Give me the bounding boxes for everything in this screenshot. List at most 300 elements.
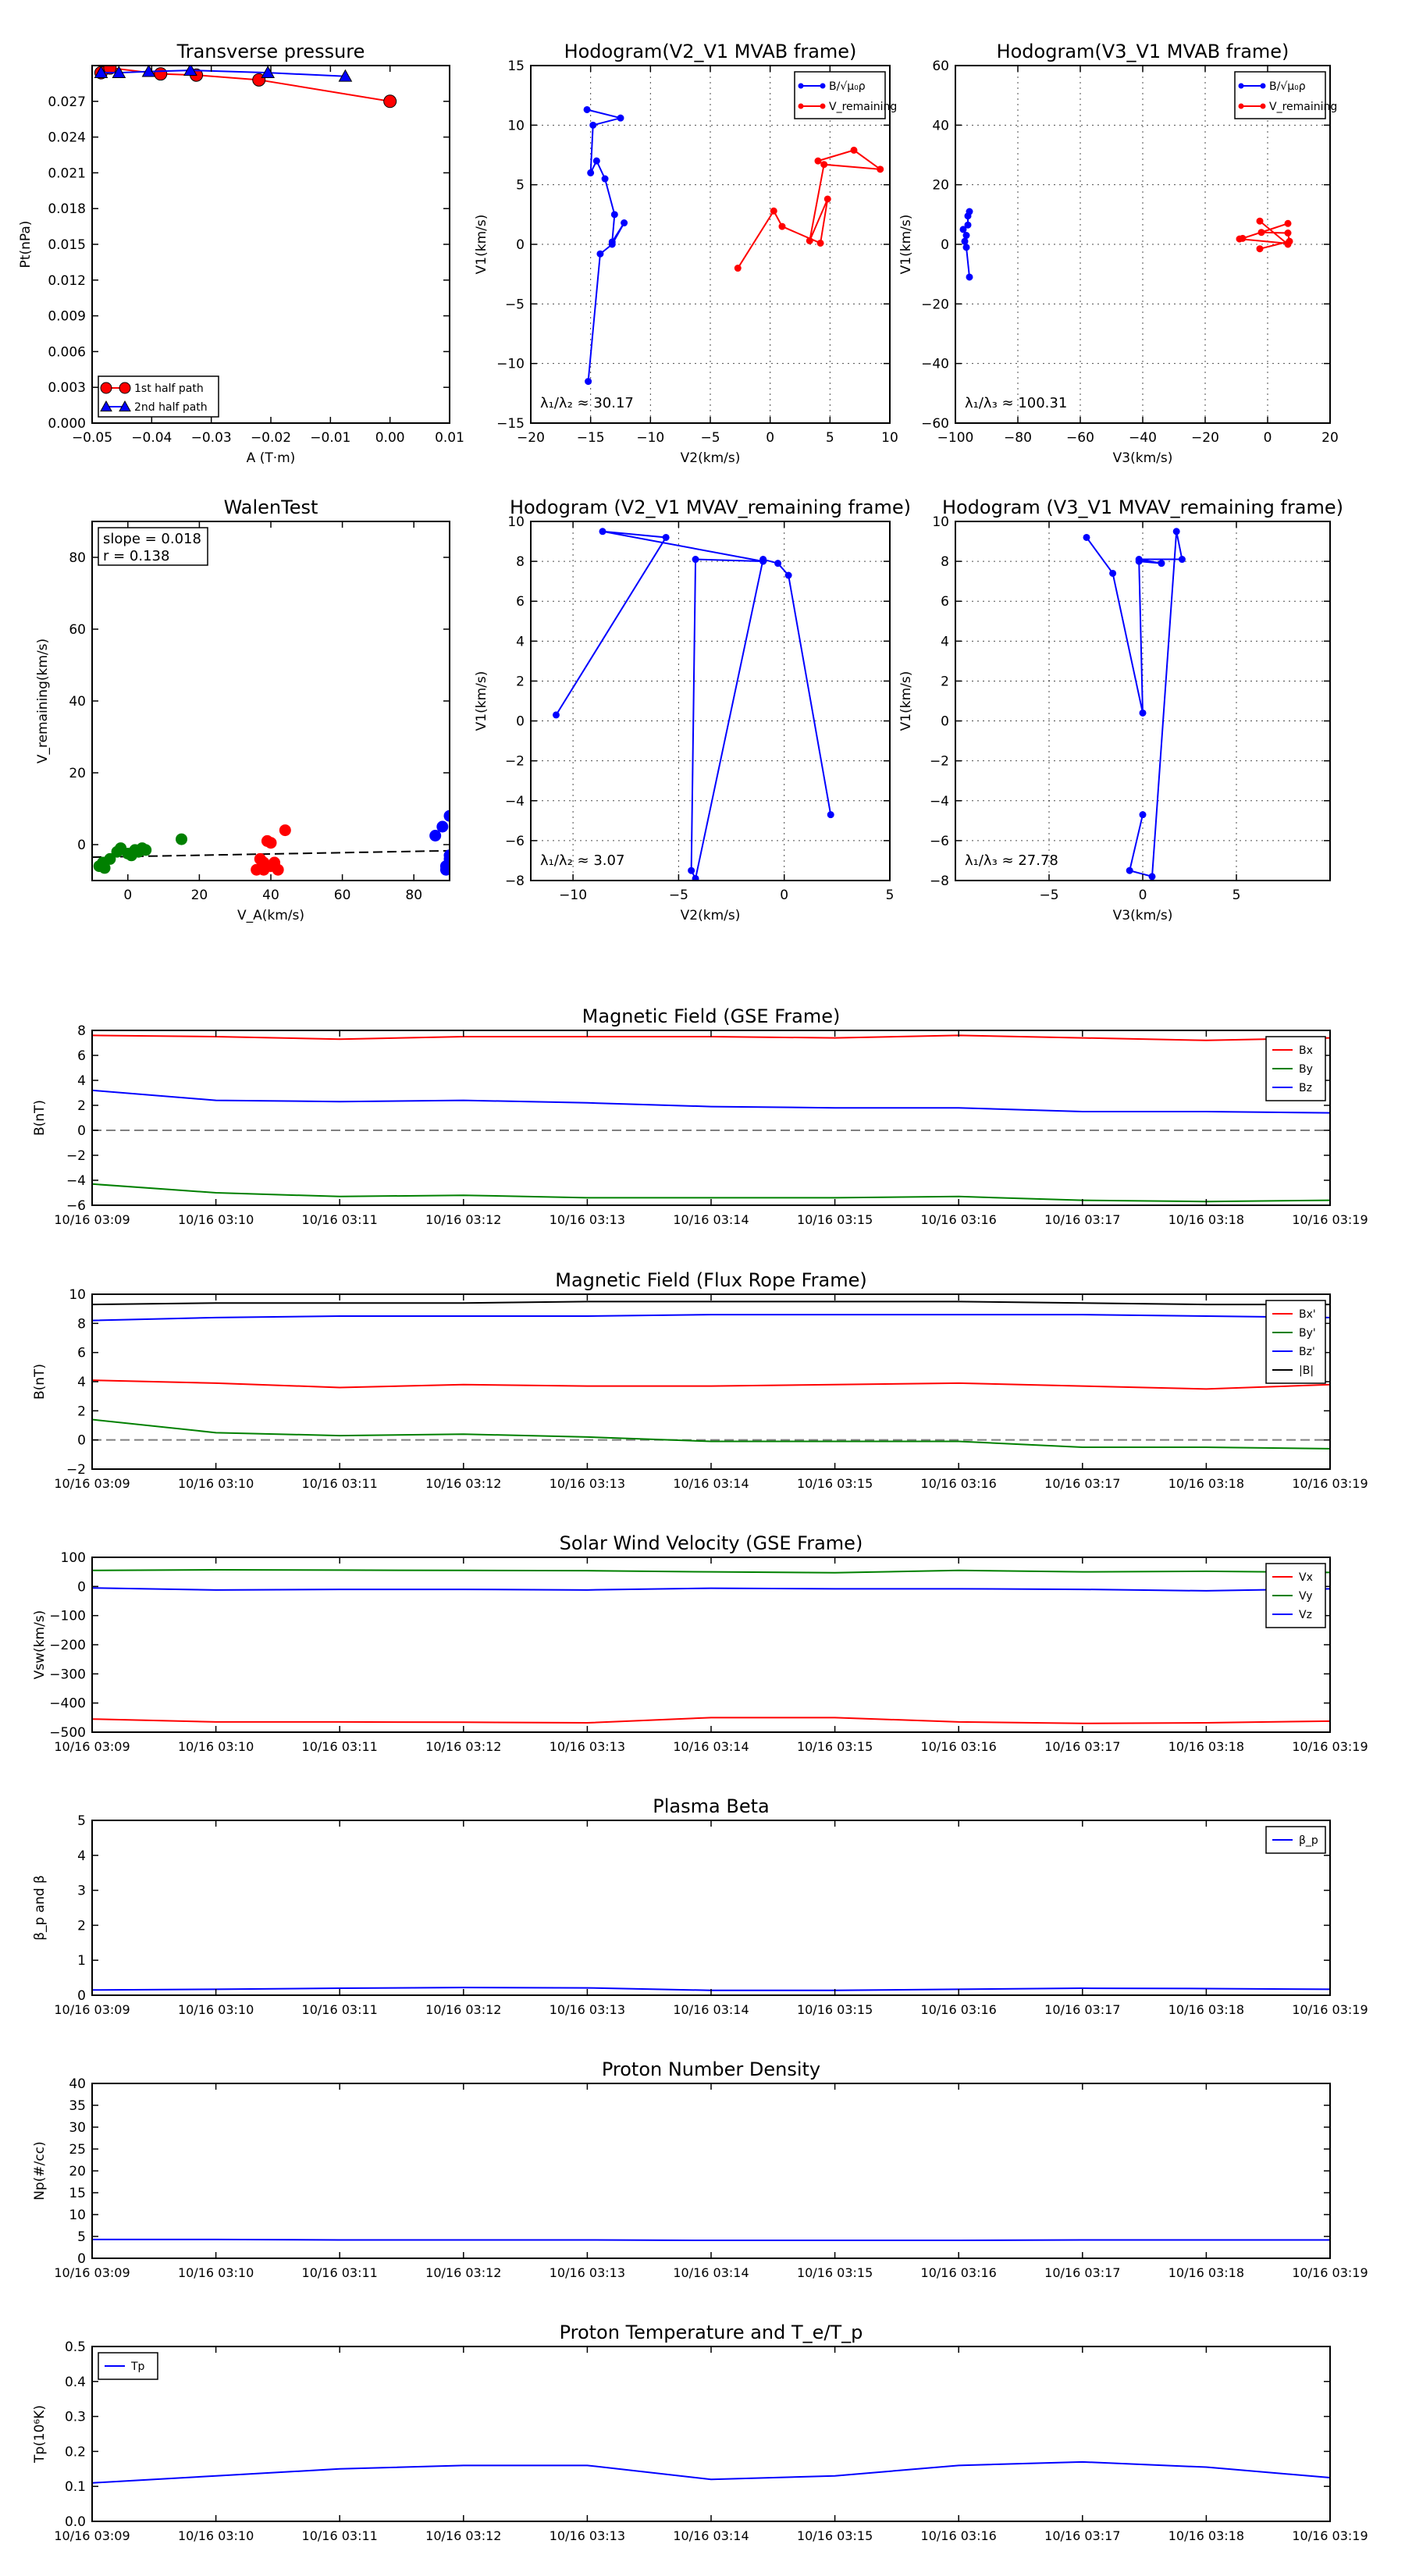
series-line-0	[556, 532, 831, 879]
data-point	[824, 196, 831, 202]
y-tick-label: 0.027	[48, 94, 86, 110]
axes-frame	[92, 2347, 1330, 2521]
solar_wind_velocity-panel	[32, 1532, 1368, 1754]
y-tick-label: −15	[496, 416, 525, 432]
y-tick-label: 0	[516, 713, 525, 730]
time-tick-label: 10/16 03:14	[673, 2265, 749, 2280]
series-line-Tp	[92, 2462, 1330, 2483]
y-tick-label: −2	[504, 753, 525, 770]
legend-label: Vy	[1299, 1590, 1313, 1603]
y-tick-label: 0.009	[48, 308, 86, 325]
time-tick-label: 10/16 03:16	[920, 2528, 997, 2543]
legend-marker	[1239, 84, 1244, 89]
series-line-1	[1240, 221, 1289, 248]
legend-label: V_remaining	[829, 101, 898, 113]
proton_density-title: Proton Number Density	[601, 2058, 821, 2080]
proton_temperature-panel	[32, 2322, 1368, 2543]
time-tick-label: 10/16 03:16	[920, 1212, 997, 1227]
y-axis-label: V1(km/s)	[474, 671, 489, 731]
y-tick-label: 0	[516, 237, 525, 253]
data-point	[1140, 812, 1146, 818]
x-tick-label: −10	[636, 430, 665, 446]
data-point	[611, 212, 617, 218]
data-point	[963, 233, 969, 239]
y-tick-label: −2	[66, 1148, 86, 1164]
y-tick-label: 40	[69, 694, 86, 710]
y-tick-label: 20	[932, 177, 949, 194]
mag_field_flux_rope-title: Magnetic Field (Flux Rope Frame)	[555, 1269, 867, 1291]
x-tick-label: 0.00	[375, 430, 405, 446]
y-tick-label: −20	[921, 297, 949, 313]
time-tick-label: 10/16 03:19	[1292, 2528, 1368, 2543]
time-tick-label: 10/16 03:19	[1292, 2265, 1368, 2280]
legend-label: B/√μ₀ρ	[1269, 80, 1306, 93]
time-tick-label: 10/16 03:09	[54, 1212, 130, 1227]
x-tick-label: −0.04	[131, 430, 173, 446]
hodogram_v3v1_mvab-title: Hodogram(V3_V1 MVAB frame)	[996, 41, 1289, 62]
data-point	[663, 534, 669, 540]
series-line-By	[92, 1184, 1330, 1201]
y-tick-label: 6	[77, 1048, 86, 1064]
time-tick-label: 10/16 03:12	[425, 2528, 502, 2543]
legend-marker	[820, 84, 826, 89]
time-tick-label: 10/16 03:15	[796, 1212, 873, 1227]
time-tick-label: 10/16 03:13	[549, 1212, 626, 1227]
y-axis-label: Np(#/cc)	[32, 2141, 48, 2201]
y-tick-label: 0.003	[48, 380, 86, 397]
time-tick-label: 10/16 03:11	[301, 1739, 378, 1754]
time-tick-label: 10/16 03:13	[549, 2265, 626, 2280]
data-point	[1158, 560, 1165, 567]
time-tick-label: 10/16 03:11	[301, 2265, 378, 2280]
walen_test-panel	[35, 496, 462, 923]
time-tick-label: 10/16 03:14	[673, 2528, 749, 2543]
time-tick-label: 10/16 03:18	[1168, 1212, 1245, 1227]
legend-label: B/√μ₀ρ	[829, 80, 866, 93]
data-point	[1258, 229, 1264, 236]
legend-marker	[119, 382, 130, 393]
eigenvalue-ratio: λ₁/λ₂ ≈ 30.17	[540, 395, 634, 411]
time-tick-label: 10/16 03:12	[425, 2265, 502, 2280]
y-tick-label: −40	[921, 356, 949, 372]
axes-frame	[92, 2083, 1330, 2258]
axes-frame	[92, 66, 450, 423]
hodogram_v3v1_mvav-title: Hodogram (V3_V1 MVAV_remaining frame)	[941, 496, 1344, 518]
time-tick-label: 10/16 03:17	[1044, 1739, 1121, 1754]
data-point	[279, 825, 290, 836]
y-tick-label: 4	[77, 1848, 86, 1864]
mag_field_flux_rope-panel	[32, 1269, 1368, 1491]
data-point	[140, 845, 151, 856]
y-tick-label: 2	[77, 1918, 86, 1934]
y-tick-label: 0.012	[48, 272, 86, 289]
data-point	[827, 812, 834, 818]
x-tick-label: −5	[700, 430, 720, 446]
y-axis-label: Tp(10⁶K)	[32, 2404, 48, 2464]
time-tick-label: 10/16 03:15	[796, 1476, 873, 1491]
time-tick-label: 10/16 03:10	[177, 2265, 254, 2280]
y-tick-label: −100	[49, 1608, 86, 1624]
data-point	[966, 274, 973, 280]
y-tick-label: −500	[49, 1725, 86, 1741]
y-tick-label: 4	[77, 1073, 86, 1089]
legend-label: By'	[1299, 1327, 1316, 1340]
time-tick-label: 10/16 03:09	[54, 2528, 130, 2543]
legend-label: 1st half path	[134, 382, 204, 395]
data-point	[272, 864, 283, 875]
time-tick-label: 10/16 03:10	[177, 2528, 254, 2543]
time-tick-label: 10/16 03:17	[1044, 1212, 1121, 1227]
x-tick-label: −15	[576, 430, 605, 446]
y-tick-label: 0.3	[64, 2409, 86, 2425]
data-point	[155, 68, 167, 80]
y-tick-label: 35	[69, 2098, 86, 2114]
time-tick-label: 10/16 03:13	[549, 2002, 626, 2017]
y-tick-label: 0.021	[48, 165, 86, 182]
axes-frame	[92, 1294, 1330, 1469]
x-tick-label: 60	[333, 888, 351, 903]
x-tick-label: 40	[262, 888, 279, 903]
data-point	[779, 223, 785, 229]
y-tick-label: 0	[941, 713, 949, 730]
proton_temperature-title: Proton Temperature and T_e/T_p	[559, 2322, 863, 2343]
legend-marker	[799, 84, 804, 89]
x-axis-label: V3(km/s)	[1112, 450, 1173, 466]
y-tick-label: 8	[77, 1023, 86, 1039]
data-point	[821, 162, 827, 168]
legend-label: By	[1299, 1063, 1313, 1076]
data-point	[1179, 557, 1185, 563]
y-tick-label: 80	[69, 550, 86, 566]
y-tick-label: 40	[932, 118, 949, 134]
y-axis-label: β_p and β	[32, 1875, 48, 1941]
y-tick-label: 0.015	[48, 237, 86, 253]
y-tick-label: −6	[504, 833, 525, 849]
axes-frame	[92, 1820, 1330, 1995]
proton_density-panel	[32, 2058, 1368, 2280]
time-tick-label: 10/16 03:12	[425, 1476, 502, 1491]
x-axis-label: V2(km/s)	[680, 908, 741, 923]
y-tick-label: 10	[69, 2208, 86, 2223]
y-tick-label: 6	[77, 1345, 86, 1361]
y-tick-label: 0.4	[64, 2374, 86, 2390]
hodogram_v2v1_mvab-title: Hodogram(V2_V1 MVAB frame)	[564, 41, 857, 62]
data-point	[806, 237, 813, 244]
y-tick-label: 8	[941, 554, 949, 571]
data-point	[692, 557, 699, 563]
y-tick-label: 0.018	[48, 201, 86, 218]
data-point	[963, 244, 969, 251]
eigenvalue-ratio: λ₁/λ₃ ≈ 100.31	[965, 395, 1068, 411]
y-tick-label: 0.0	[64, 2514, 86, 2530]
time-tick-label: 10/16 03:09	[54, 2002, 130, 2017]
legend-marker	[1261, 104, 1266, 109]
series-line-Vz	[92, 1588, 1330, 1591]
y-tick-label: 5	[77, 2229, 86, 2245]
hodogram_v2v1_mvab-data	[584, 106, 884, 384]
hodogram_v2v1_mvav-data	[553, 528, 834, 882]
y-tick-label: 20	[69, 766, 86, 781]
time-tick-label: 10/16 03:15	[796, 1739, 873, 1754]
x-tick-label: 0	[1263, 430, 1272, 446]
y-tick-label: 30	[69, 2120, 86, 2136]
axes-frame	[531, 521, 890, 881]
y-tick-label: 4	[516, 634, 525, 650]
x-tick-label: 0	[1138, 888, 1147, 903]
data-point	[602, 176, 608, 182]
data-point	[384, 95, 397, 108]
series-line-Vy	[92, 1570, 1330, 1573]
eigenvalue-ratio: λ₁/λ₃ ≈ 27.78	[965, 852, 1058, 869]
data-point	[1285, 241, 1291, 247]
y-tick-label: 20	[69, 2164, 86, 2179]
hodogram_v3v1_mvab-panel	[898, 41, 1339, 466]
axes-frame	[92, 1557, 1330, 1732]
solar_wind_velocity-title: Solar Wind Velocity (GSE Frame)	[559, 1532, 863, 1554]
data-point	[593, 158, 599, 164]
y-tick-label: −400	[49, 1695, 86, 1712]
time-tick-label: 10/16 03:12	[425, 2002, 502, 2017]
y-tick-label: 10	[932, 514, 949, 530]
x-tick-label: 0	[766, 430, 775, 446]
y-tick-label: 0	[77, 1579, 86, 1596]
time-tick-label: 10/16 03:16	[920, 1739, 997, 1754]
hodogram_v3v1_mvav-data	[1083, 528, 1185, 880]
data-point	[585, 379, 592, 385]
time-tick-label: 10/16 03:19	[1292, 1476, 1368, 1491]
data-point	[588, 169, 594, 176]
y-tick-label: 0	[941, 237, 949, 253]
hodogram_v2v1_mvav-panel	[474, 496, 911, 923]
y-tick-label: 5	[516, 177, 525, 194]
time-tick-label: 10/16 03:09	[54, 1476, 130, 1491]
y-tick-label: 4	[77, 1375, 86, 1390]
walen_test-title: WalenTest	[223, 496, 318, 518]
x-tick-label: 0	[123, 888, 133, 903]
x-tick-label: −0.03	[190, 430, 232, 446]
y-tick-label: 10	[507, 118, 525, 134]
time-tick-label: 10/16 03:13	[549, 1476, 626, 1491]
r-text: r = 0.138	[103, 548, 170, 564]
y-tick-label: 1	[77, 1953, 86, 1969]
x-tick-label: 5	[1232, 888, 1241, 903]
y-axis-label: V1(km/s)	[474, 214, 489, 275]
time-tick-label: 10/16 03:16	[920, 2002, 997, 2017]
y-tick-label: 6	[941, 594, 949, 610]
time-tick-label: 10/16 03:18	[1168, 1476, 1245, 1491]
y-axis-label: V1(km/s)	[898, 214, 914, 275]
y-tick-label: 6	[516, 594, 525, 610]
data-point	[1257, 218, 1263, 224]
x-tick-label: −80	[1004, 430, 1032, 446]
data-point	[590, 122, 596, 128]
y-axis-label: B(nT)	[32, 1363, 48, 1400]
legend-label: V_remaining	[1269, 101, 1338, 113]
time-tick-label: 10/16 03:12	[425, 1212, 502, 1227]
time-tick-label: 10/16 03:18	[1168, 2002, 1245, 2017]
data-point	[851, 147, 857, 153]
x-tick-label: −60	[1066, 430, 1094, 446]
data-point	[965, 222, 971, 228]
hodogram_v2v1_mvav-title: Hodogram (V2_V1 MVAV_remaining frame)	[509, 496, 912, 518]
x-tick-label: −20	[1191, 430, 1219, 446]
x-tick-label: −100	[937, 430, 974, 446]
x-axis-label: V3(km/s)	[1112, 908, 1173, 923]
mag_field_gse-panel	[32, 1005, 1368, 1227]
time-tick-label: 10/16 03:11	[301, 1476, 378, 1491]
time-tick-label: 10/16 03:14	[673, 1476, 749, 1491]
hodogram_v3v1_mvav-panel	[898, 496, 1343, 923]
legend-label: Vx	[1299, 1571, 1313, 1584]
mag_field_gse-title: Magnetic Field (GSE Frame)	[582, 1005, 841, 1027]
time-tick-label: 10/16 03:17	[1044, 2002, 1121, 2017]
data-point	[688, 867, 695, 873]
time-tick-label: 10/16 03:11	[301, 2528, 378, 2543]
time-tick-label: 10/16 03:10	[177, 2002, 254, 2017]
data-point	[760, 557, 767, 563]
data-point	[1140, 710, 1146, 716]
x-tick-label: −5	[1039, 888, 1059, 903]
series-line-0	[587, 109, 624, 381]
data-point	[877, 166, 884, 173]
time-tick-label: 10/16 03:18	[1168, 2528, 1245, 2543]
x-tick-label: −10	[559, 888, 588, 903]
y-tick-label: 15	[69, 2186, 86, 2201]
y-tick-label: −5	[504, 297, 525, 313]
y-tick-label: 8	[77, 1316, 86, 1332]
time-tick-label: 10/16 03:17	[1044, 1476, 1121, 1491]
data-point	[1136, 558, 1142, 564]
series-line-Bz	[92, 1091, 1330, 1113]
y-tick-label: 0.006	[48, 344, 86, 361]
data-point	[962, 238, 968, 244]
time-tick-label: 10/16 03:18	[1168, 1739, 1245, 1754]
data-point	[451, 857, 462, 868]
time-tick-label: 10/16 03:16	[920, 1476, 997, 1491]
legend-label: 2nd half path	[134, 401, 208, 414]
time-tick-label: 10/16 03:10	[177, 1739, 254, 1754]
y-tick-label: −300	[49, 1667, 86, 1683]
data-point	[785, 572, 791, 578]
data-point	[258, 864, 269, 875]
legend-marker	[799, 104, 804, 109]
y-tick-label: 10	[507, 514, 525, 530]
legend-label: Bz	[1299, 1082, 1312, 1094]
x-tick-label: 80	[405, 888, 423, 903]
data-point	[735, 265, 741, 272]
data-point	[1110, 570, 1116, 576]
legend-label: Bx	[1299, 1044, 1313, 1057]
y-tick-label: 0	[77, 2251, 86, 2267]
series-line-Bz'	[92, 1315, 1330, 1320]
series-line-Bx'	[92, 1380, 1330, 1389]
time-tick-label: 10/16 03:10	[177, 1212, 254, 1227]
series-line-|B|	[92, 1301, 1330, 1304]
x-tick-label: −0.01	[310, 430, 351, 446]
y-tick-label: 5	[77, 1813, 86, 1829]
y-tick-label: 0	[77, 1988, 86, 2004]
time-tick-label: 10/16 03:15	[796, 2265, 873, 2280]
x-tick-label: 0.01	[435, 430, 464, 446]
legend-marker	[101, 382, 112, 393]
y-tick-label: −4	[929, 793, 949, 809]
data-point	[815, 158, 821, 164]
time-tick-label: 10/16 03:11	[301, 2002, 378, 2017]
y-tick-label: −8	[504, 873, 525, 889]
y-tick-label: 60	[69, 622, 86, 638]
series-line-Vx	[92, 1717, 1330, 1723]
y-tick-label: −4	[504, 793, 525, 809]
data-point	[430, 831, 441, 841]
legend-label: β_p	[1299, 1834, 1318, 1847]
time-tick-label: 10/16 03:19	[1292, 2002, 1368, 2017]
time-tick-label: 10/16 03:14	[673, 1739, 749, 1754]
time-tick-label: 10/16 03:10	[177, 1476, 254, 1491]
series-line-By'	[92, 1420, 1330, 1449]
time-tick-label: 10/16 03:12	[425, 1739, 502, 1754]
time-tick-label: 10/16 03:15	[796, 2528, 873, 2543]
y-tick-label: −2	[929, 753, 949, 770]
y-axis-label: V1(km/s)	[898, 671, 914, 731]
y-tick-label: −200	[49, 1638, 86, 1653]
time-tick-label: 10/16 03:13	[549, 2528, 626, 2543]
data-point	[176, 834, 187, 845]
data-point	[1285, 220, 1291, 226]
legend-label: |B|	[1299, 1364, 1314, 1377]
x-tick-label: 5	[885, 888, 895, 903]
time-tick-label: 10/16 03:09	[54, 1739, 130, 1754]
data-point	[1173, 528, 1179, 535]
y-tick-label: 0.024	[48, 130, 86, 146]
data-point	[621, 220, 628, 226]
hodogram_v2v1_mvab-panel	[474, 41, 898, 466]
legend-marker	[1239, 104, 1244, 109]
series-line-1	[738, 150, 880, 268]
time-tick-label: 10/16 03:11	[301, 1212, 378, 1227]
x-tick-label: 0	[780, 888, 789, 903]
legend-marker	[820, 104, 826, 109]
walen_test-data	[92, 810, 462, 875]
time-tick-label: 10/16 03:18	[1168, 2265, 1245, 2280]
x-tick-label: −0.02	[250, 430, 292, 446]
data-point	[1285, 229, 1291, 236]
y-tick-label: 2	[77, 1098, 86, 1114]
time-tick-label: 10/16 03:19	[1292, 1739, 1368, 1754]
y-tick-label: −10	[496, 356, 525, 372]
data-point	[817, 240, 823, 246]
x-tick-label: 20	[1321, 430, 1339, 446]
y-tick-label: 0	[77, 1432, 86, 1449]
time-tick-label: 10/16 03:19	[1292, 1212, 1368, 1227]
y-tick-label: 15	[507, 59, 525, 74]
legend-marker	[1261, 84, 1266, 89]
y-tick-label: 60	[932, 59, 949, 74]
data-point	[437, 821, 448, 832]
data-point	[553, 712, 559, 718]
y-tick-label: 40	[69, 2076, 86, 2092]
data-point	[770, 208, 777, 214]
x-axis-label: V2(km/s)	[680, 450, 741, 466]
y-tick-label: 4	[941, 634, 949, 650]
legend-box	[1266, 1300, 1325, 1383]
y-tick-label: 8	[516, 554, 525, 571]
axes-frame	[92, 1030, 1330, 1205]
y-tick-label: 2	[516, 674, 525, 690]
data-point	[599, 528, 606, 535]
y-tick-label: 100	[60, 1550, 86, 1566]
data-point	[265, 838, 276, 849]
axes-frame	[92, 521, 450, 881]
